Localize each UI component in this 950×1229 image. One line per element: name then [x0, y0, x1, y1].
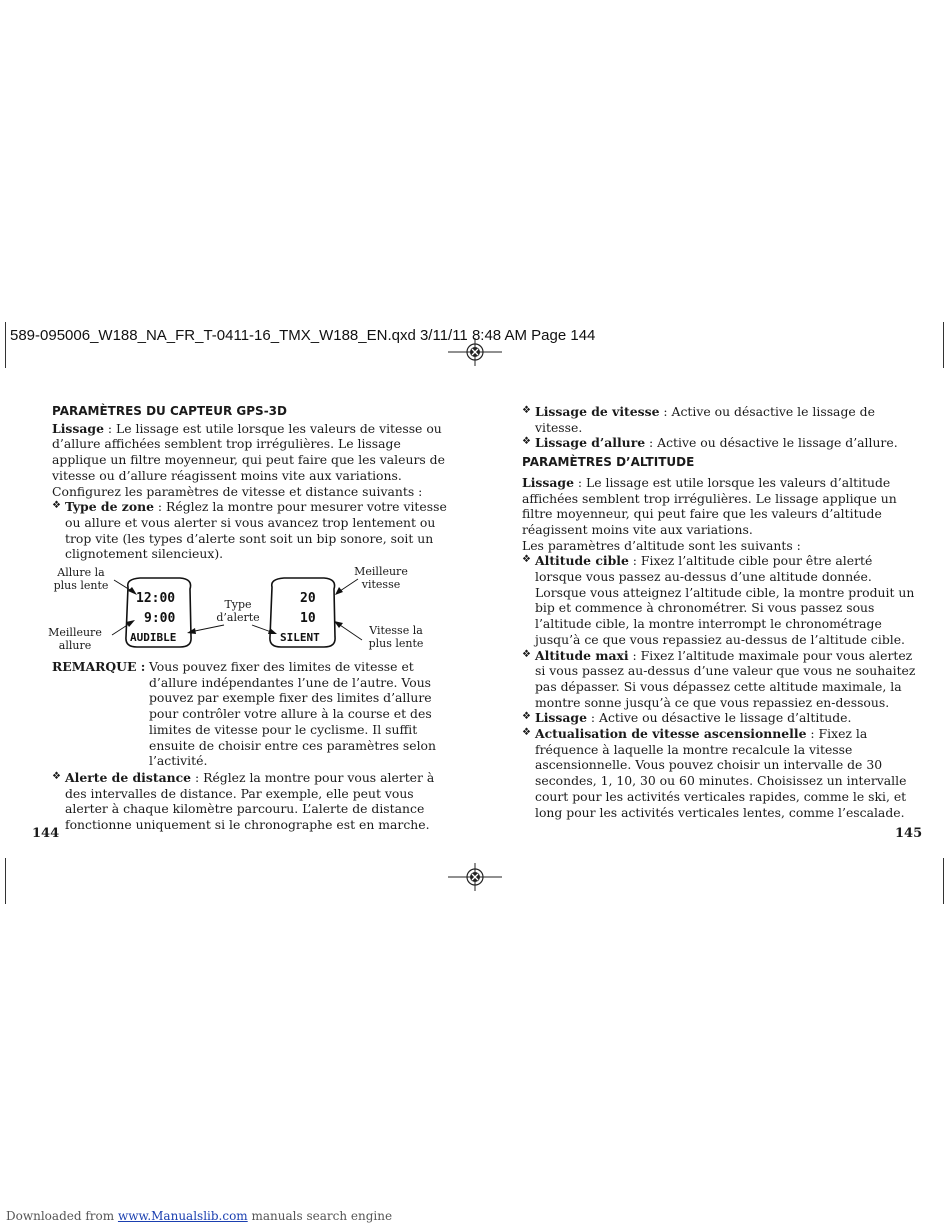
- bullet-icon: ❖: [522, 554, 531, 566]
- bullet-lissage-altitude: [522, 710, 918, 726]
- section-heading-gps: PARAMÈTRES DU CAPTEUR GPS-3D: [52, 404, 287, 418]
- text-type-zone: : Réglez la montre pour mesurer votre vitesse ou allure et vous alerter si vous avancez trop lentement ou trop vite (les types d’alerte sont soit un bip sonore, soit un clignotement silencieux).: [65, 499, 447, 562]
- term-lissage-vitesse: Lissage de vitesse: [535, 404, 660, 419]
- registration-mark-bottom-icon: [448, 863, 502, 891]
- term-type-zone: Type de zone: [65, 499, 154, 515]
- label-allure-lente: Allure la plus lente: [53, 566, 109, 592]
- remark-label: REMARQUE :: [52, 659, 146, 674]
- crop-mark-bottom-right: [943, 858, 944, 904]
- lcd-right-line-1: 20: [300, 591, 316, 606]
- lcd-left-line-2: 9:00: [144, 611, 176, 626]
- watch-screens-illustration: [40, 565, 450, 660]
- crop-mark-top-left: [5, 322, 6, 368]
- lcd-left-line-3: AUDIBLE: [130, 631, 177, 644]
- footer-link[interactable]: www.Manualslib.com: [117, 1209, 248, 1223]
- text-lissage-allure: : Active ou désactive le lissage d’allure.: [645, 435, 898, 451]
- page-number-right: 145: [895, 826, 923, 841]
- lcd-right-line-2: 10: [300, 611, 316, 626]
- text-lissage-altitude: : Le lissage est utile lorsque les valeurs d’altitude affichées semblent trop irrégulières. Le lissage applique un filtre moyenneur, qui peut faire que les valeurs d’altitude réagissent moins vite aux variations.: [522, 474, 897, 537]
- lcd-left: [128, 580, 190, 646]
- bullet-icon: ❖: [522, 436, 531, 448]
- term-altitude-maxi: Altitude maxi: [535, 647, 629, 663]
- paragraph-params-intro: Les paramètres d’altitude sont les suivants :: [522, 537, 801, 553]
- bullet-type-zone: [52, 499, 452, 562]
- paragraph-configure: Configurez les paramètres de vitesse et distance suivants :: [52, 483, 423, 499]
- label-type-alerte: Type d’alerte: [216, 598, 260, 624]
- term-lissage-altitude: Lissage: [522, 474, 574, 490]
- bullet-icon: ❖: [522, 727, 531, 739]
- bullet-actualisation: [522, 726, 918, 820]
- text-actualisation: : Fixez la fréquence à laquelle la montre recalcule la vitesse ascensionnelle. Vous pouvez choisir un intervalle de 30 secondes, 1, 10, 30 ou 60 minutes. Choisissez un intervalle court pour les activités verticales rapides, comme le ski, et long pour les activités verticales lentes, comme l’escalade.: [535, 726, 907, 820]
- term-lissage-allure: Lissage d’allure: [535, 435, 646, 451]
- text-altitude-cible: : Fixez l’altitude cible pour être alerté lorsque vous passez au-dessus d’une altitude donnée. Lorsque vous atteignez l’altitude cible, la montre produit un bip et commence à chronométrer. Si vous passez sous l’altitude cible, la montre interrompt le chronométrage jusqu’à ce que vous repassiez au-dessus de l’altitude cible.: [535, 553, 915, 647]
- watch-display-figure: [40, 565, 450, 660]
- bullet-icon: ❖: [522, 711, 531, 723]
- text-lissage: : Le lissage est utile lorsque les valeurs de vitesse ou d’allure affichées semblent trop irrégulières. Le lissage applique un filtre moyenneur, qui peut faire que les valeurs de vitesse ou d’allure réagissent moins vite aux variations.: [52, 420, 445, 483]
- bullet-icon: ❖: [522, 648, 531, 660]
- paragraph-lissage: [52, 421, 452, 484]
- footer-prefix: Downloaded from: [6, 1209, 118, 1223]
- label-meilleure-vitesse: Meilleure vitesse: [354, 565, 408, 591]
- lcd-right: [272, 580, 334, 646]
- crop-mark-bottom-left: [5, 858, 6, 904]
- label-vitesse-lente: Vitesse la plus lente: [368, 624, 424, 650]
- bullet-icon: ❖: [52, 770, 61, 782]
- bullet-alerte-distance: [52, 770, 452, 833]
- bullet-icon: ❖: [522, 405, 531, 416]
- bullet-lissage-allure: [522, 435, 918, 451]
- label-meilleure-allure: Meilleure allure: [48, 626, 102, 652]
- term-altitude-cible: Altitude cible: [535, 553, 629, 569]
- crop-mark-top-right: [943, 322, 944, 368]
- term-lissage: Lissage: [52, 420, 104, 436]
- page-number-left: 144: [32, 826, 60, 841]
- text-lissage-altitude-2: : Active ou désactive le lissage d’altitude.: [586, 710, 852, 726]
- term-alerte-distance: Alerte de distance: [65, 769, 192, 785]
- file-header: 589-095006_W188_NA_FR_T-0411-16_TMX_W188_EN.qxd 3/11/11 8:48 AM Page 144: [10, 327, 596, 344]
- left-column: [52, 404, 452, 562]
- left-column-lower: [52, 659, 452, 833]
- registration-mark-top-icon: [448, 338, 502, 366]
- bullet-altitude-cible: [522, 553, 918, 647]
- download-footer: [6, 1209, 392, 1223]
- text-lissage-vitesse: : Active ou désactive le lissage de vitesse.: [535, 404, 875, 435]
- term-actualisation: Actualisation de vitesse ascensionnelle: [535, 726, 807, 742]
- bullet-altitude-maxi: [522, 648, 918, 711]
- right-column: [522, 404, 918, 820]
- paragraph-lissage-altitude: [522, 475, 918, 538]
- lcd-right-line-3: SILENT: [280, 631, 320, 644]
- text-alerte-distance: : Réglez la montre pour vous alerter à des intervalles de distance. Par exemple, elle peut vous alerter à chaque kilomètre parcouru. L’alerte de distance fonctionne uniquement si le chronographe est en marche.: [65, 769, 435, 833]
- remark-block: [52, 659, 452, 769]
- term-lissage-altitude-2: Lissage: [535, 710, 587, 726]
- remark-text: Vous pouvez fixer des limites de vitesse et d’allure indépendantes l’une de l’autre. Vous pouvez par exemple fixer des limites d’allure pour contrôler votre allure à la course et des limites de vitesse pour le cyclisme. Il suffit ensuite de choisir entre ces paramètres selon l’activité.: [149, 659, 436, 769]
- section-heading-altitude: PARAMÈTRES D’ALTITUDE: [522, 455, 695, 470]
- bullet-icon: ❖: [52, 500, 61, 512]
- text-altitude-maxi: : Fixez l’altitude maximale pour vous alertez si vous passez au-dessus d’une valeur que vous ne souhaitez pas dépasser. Si vous dépassez cette altitude maximale, la montre sonne jusqu’à ce que vous repassiez en-dessous.: [535, 647, 916, 710]
- lcd-left-line-1: 12:00: [136, 591, 176, 606]
- bullet-lissage-vitesse: [522, 404, 918, 435]
- footer-suffix: manuals search engine: [247, 1209, 393, 1223]
